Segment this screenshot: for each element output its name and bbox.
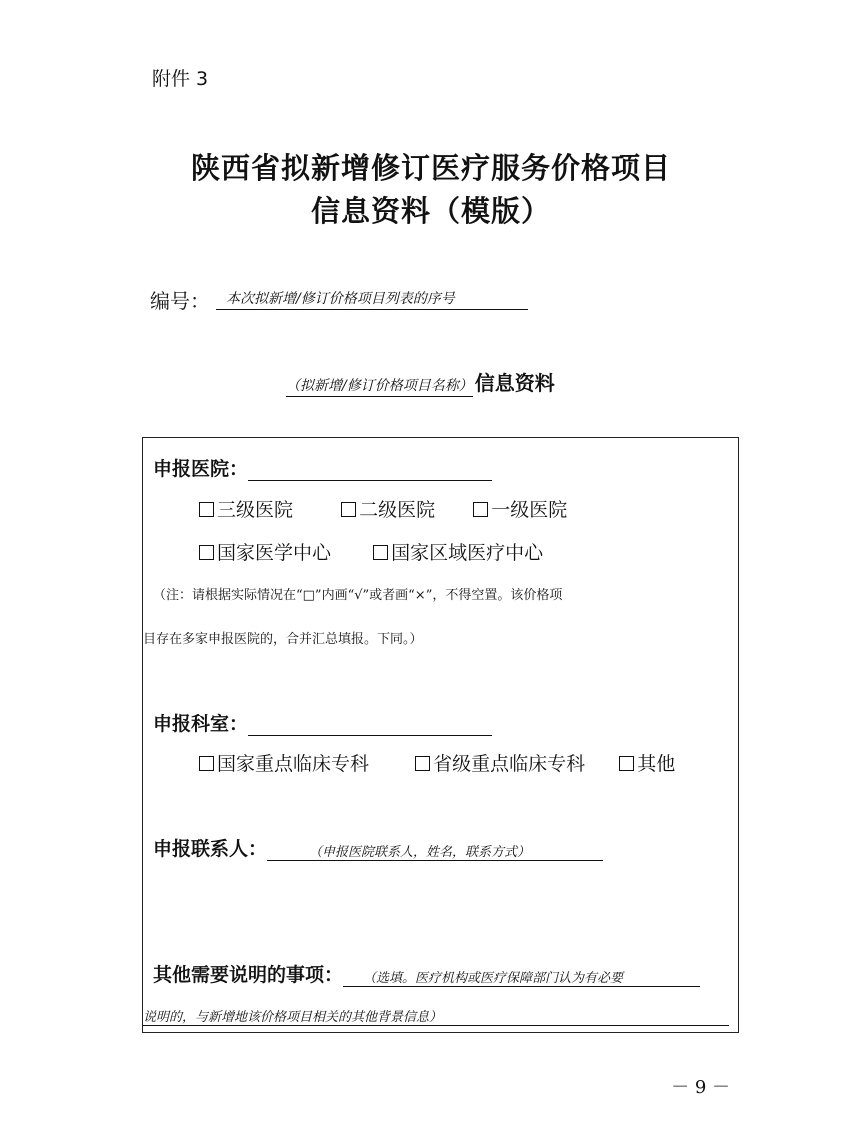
department-options — [199, 749, 675, 776]
hospital-level-options — [199, 495, 567, 522]
checkbox-icon[interactable] — [341, 502, 356, 517]
option-grade-three[interactable]: 三级医院 — [199, 499, 293, 521]
option-national-regional-center[interactable]: 国家区域医疗中心 — [373, 542, 543, 564]
department-row — [153, 709, 492, 736]
hospital-center-options — [199, 538, 543, 565]
serial-field[interactable]: 本次拟新增/修订价格项目列表的序号 — [216, 288, 528, 310]
checkbox-icon[interactable] — [415, 756, 430, 771]
contact-field[interactable]: （申报医院联系人，姓名，联系方式） — [267, 841, 603, 861]
option-grade-two[interactable]: 二级医院 — [341, 499, 435, 521]
checkbox-icon[interactable] — [199, 545, 214, 560]
option-grade-one[interactable]: 一级医院 — [473, 499, 567, 521]
hospital-label: 申报医院： — [153, 458, 249, 480]
note-line1: （注：请根据实际情况在“□”内画“√”或者画“×”，不得空置。该价格项 — [153, 588, 563, 603]
department-input[interactable] — [248, 715, 492, 736]
other-row — [153, 960, 700, 987]
contact-row — [153, 834, 603, 861]
option-national-medical-center[interactable]: 国家医学中心 — [199, 542, 331, 564]
checkbox-icon[interactable] — [619, 756, 634, 771]
hospital-row — [153, 454, 492, 481]
other-label: 其他需要说明的事项： — [153, 964, 344, 986]
other-field-line2[interactable]: 说明的，与新增地该价格项目相关的其他背景信息） — [143, 1006, 729, 1026]
checkbox-icon[interactable] — [373, 545, 388, 560]
checkbox-icon[interactable] — [473, 502, 488, 517]
info-form-box — [142, 437, 739, 1033]
checkbox-icon[interactable] — [199, 756, 214, 771]
item-name-field[interactable]: （拟新增/修订价格项目名称） — [286, 375, 473, 397]
option-national-key-specialty[interactable]: 国家重点临床专科 — [199, 753, 369, 775]
attachment-label: 附件 3 — [152, 68, 209, 90]
document-title-line1: 陕西省拟新增修订医疗服务价格项目 — [190, 151, 671, 185]
other-field-line1[interactable]: （选填。医疗机构或医疗保障部门认为有必要 — [343, 967, 700, 987]
serial-label: 编号： — [150, 289, 210, 313]
option-provincial-key-specialty[interactable]: 省级重点临床专科 — [415, 753, 585, 775]
checkbox-icon[interactable] — [199, 502, 214, 517]
note-line2: 目存在多家申报医院的，合并汇总填报。下同。） — [143, 632, 423, 647]
department-label: 申报科室： — [153, 713, 249, 735]
page-number: － 9 － — [671, 1077, 730, 1098]
contact-label: 申报联系人： — [153, 838, 268, 860]
option-other[interactable]: 其他 — [619, 753, 675, 775]
item-heading — [286, 367, 555, 397]
hospital-input[interactable] — [248, 460, 492, 481]
document-title-line2: 信息资料（模版） — [310, 194, 551, 228]
item-heading-suffix: 信息资料 — [474, 371, 555, 395]
